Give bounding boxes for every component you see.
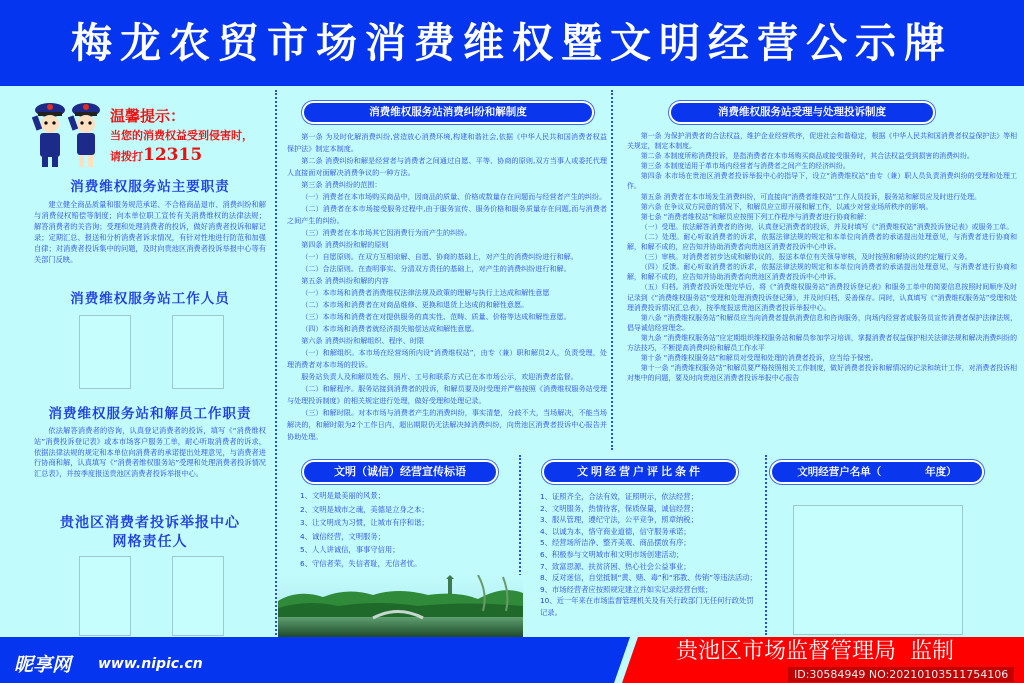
criteria-item: 2、文明服务，热情待客，保质保量，诚信经营；	[540, 503, 698, 513]
roster-heading: 文明经营户名单（ 年度）	[770, 460, 984, 484]
column-divider	[765, 455, 767, 635]
paragraph: （二）合法原则。在查明事实、分清双方责任的基础上，对产生的消费纠纷进行和解。	[301, 264, 571, 273]
paragraph: 第二条 本制度所称消费投诉，是指消费者在本市场购买商品或接受服务时，其合法权益受到损害的消费纠纷。	[640, 152, 974, 161]
paragraph: （一）消费者在本市场购买商品中，因商品的质量、价格或数量存在问题而与经营者产生的纠纷。	[301, 192, 607, 201]
roster-frame	[793, 505, 963, 635]
paragraph: （二）和解程序。服务站接到消费者的投诉，和解员要及时受理并严格按照《消费维权服务站受理与处理投诉制度》的相关规定进行处理，做好受理和处理记录。	[287, 384, 607, 405]
paragraph: （一）本市场和消费者消费维权法律法规及政策的理解与执行上达成和解性意愿	[301, 288, 550, 297]
paragraph: （一）自愿原则。在双方互相谅解、自愿、协商的基础上，对产生的消费纠纷进行和解。	[301, 252, 578, 261]
slogan-item: 6、守信者荣，失信者耻，无信者忧。	[300, 558, 422, 568]
paragraph: 第十条 “消费维权服务站”和解员对受理和处理的消费者投诉，应当给予保密。	[640, 354, 878, 363]
criteria-item: 4、以诚为本，恪守商业道德，信守服务承诺；	[540, 526, 691, 536]
paragraph: 第五条 消费者在本市场发生消费纠纷，可直接向“消费者维权站”工作人员投诉，服务站和解员应及时进行处理。	[640, 192, 981, 201]
paragraph: （三）审核。对消费者初步达成和解协议的，报送本单位有关领导审核，及时按照和解协议的约定履行义务。	[640, 253, 972, 262]
mediation-system-heading: 消费维权服务站消费纠纷和解制度	[302, 101, 594, 124]
duties-text: 建立健全商品质量和服务规范承诺、不合格商品退市、消费纠纷和解与消费侵权赔偿等制度；向本单位职工宣传有关消费维权的法律法规； 解答消费者的关咨询；受理和处理消费者的投诉，做好消费者投诉和解记录；定期汇总、报送和分析消费者诉求情况，有针对性地进行防范和加强自律；对消费者投诉集中的问题，及时向贵池区消费者投诉举报中心等有关部门反映。	[34, 200, 266, 264]
paragraph: 第四条 消费纠纷和解的原则	[301, 240, 389, 249]
paragraph: （五）归档。消费者投诉处理完毕后，将《“消费维权服务站”消费投诉登记表》和服务工单中的简要信息按照时间顺序及时记录到《“消费维权服务站”受理和处理消费投诉登记簿》，并及时归档，妥善保存。同时，认真填写《“消费维权服务站”受理和处理消费投诉情况汇总表》，按季度报送贵池区消费者投诉举报中心。	[627, 283, 1017, 312]
mediator-duties-heading: 消费维权服务站和解员工作职责	[48, 406, 252, 422]
slogan-item: 4、诚信经营，文明服务；	[300, 531, 385, 541]
paragraph: 第六条 在争议双方同意的情况下，和解员应立即开展和解工作，以减少对营业场所秩序的影响。	[640, 202, 933, 211]
paragraph: 第三条 本制度适用于革市场内经营者与消费者之间产生的经济纠纷。	[640, 162, 850, 171]
landscape-image	[278, 575, 523, 637]
paragraph: 第九条 “消费维权服务站”应定期组织维权服务站和解员参加学习培训，掌握消费者权益保护相关法律法规和解决消费纠纷的方法技巧，不断提高消费纠纷和解员工作水平	[627, 333, 1017, 352]
criteria-item: 7、致富思源、扶贫济困、热心社会公益事业；	[540, 561, 691, 571]
criteria-item: 9、市场经营者应按照规定建立并如实记录经营台账；	[540, 584, 713, 594]
issuer-label: 贵池区市场监督管理局 监制	[676, 639, 954, 664]
notice-heading: 温馨提示：	[110, 107, 186, 125]
nipic-url[interactable]: www.nipic.cn	[98, 656, 203, 672]
column-divider	[611, 90, 613, 450]
slogan-item: 1、文明是最美丽的风景；	[300, 491, 385, 500]
slogan-item: 5、人人讲诚信，事事守信用；	[300, 545, 400, 554]
paragraph: 第五条 消费纠纷和解的内容	[301, 276, 389, 285]
criteria-list	[540, 491, 760, 619]
paragraph: 第七条 “消费者维权站”和解员应按照下列工作程序与消费者进行协商和解：	[640, 212, 871, 221]
responsible-photo-frame	[172, 556, 224, 636]
mediator-duties-text: 依法解答消费者的咨询，认真登记消费者的投诉，填写《“消费维权站”消费投诉登记表》或本市场客户服务工单，耐心听取消费者的诉求，依据法律法规的规定和本单位向消费者的承诺提出处理意见，与消费者进行协商和解，认真填写《“消费者维权服务站”受理和处理消费者投诉情况汇总表》，并按季度报送贵池区消费者投诉举报中心。	[34, 426, 266, 479]
notice-box	[110, 105, 253, 165]
watermark-id: ID:30584949 NO:20210103511754106	[788, 667, 1014, 682]
officer-mascots-icon	[32, 98, 106, 170]
paragraph: （二）消费者在本市场接受服务过程中,由于服务宣传、服务价格和服务质量存在问题,而与消费者之间产生的纠纷。	[287, 204, 607, 225]
staff-photo-frame	[172, 315, 224, 389]
criteria-item: 10、近一年来在市场监督管理机关及有关行政部门无任何行政处罚记录。	[540, 596, 754, 617]
slogan-item: 3、让文明成为习惯，让城市有序和谐；	[300, 518, 429, 527]
criteria-item: 3、服从管理，遵纪守法，公平竞争，照章纳税；	[540, 515, 698, 525]
notice-line: 当您的消费权益受到侵害时，	[110, 129, 253, 142]
paragraph: （四）本市场和消费者就经济损失赔偿达成和解性意愿。	[301, 324, 479, 333]
staff-photo-frame	[79, 315, 131, 389]
paragraph: （三）消费者在本市场其它因消费行为而产生的纠纷。	[301, 228, 472, 237]
paragraph: （三）和解时限。对本市场与消费者产生的消费纠纷，事实清楚，分歧不大，当场解决，不能当场解决的，和解时限为2个工作日内，超出期限仍无法解决掉消费纠纷，向贵池区消费者投诉中心报告并协助处理。	[287, 408, 607, 441]
criteria-item: 5、经营场所洁净、整齐美观、商品摆放有序；	[540, 538, 691, 548]
notice-dial-label: 请拨打	[110, 150, 143, 163]
mediation-system-text	[287, 131, 607, 443]
paragraph: （一）受理。依法解答消费者的咨询，认真登记消费者的投诉，并及时填写《“消费维权站”消费投诉登记表》或服务工单。	[640, 222, 1014, 231]
paragraph: 第三条 消费纠纷的范围：	[301, 180, 382, 189]
paragraph: 服务站负责人及和解员姓名、照片、工号和联系方式已在本市场公示，欢迎消费者监督。	[301, 372, 578, 381]
paragraph: 第一条 为保护消费者的合法权益，维护企业经营秩序，促进社会和谐稳定，根据《中华人民共和国消费者权益保护法》等相关规定，制定本制度。	[627, 132, 1017, 151]
paragraph: （一）和解组织。本市场在经营场所内设“消费维权站”，由专（兼）职和解员2人，负责受理，处理消费者对本市场的投诉。	[287, 348, 607, 369]
criteria-item: 1、证照齐全，合法有效，证照明示，依法经营；	[540, 492, 698, 501]
paragraph: 第六条 消费纠纷和解组织、程序、时限	[301, 336, 425, 345]
complaint-system-heading: 消费维权服务站受理与处理投诉制度	[669, 101, 935, 124]
nipic-logo: 昵享网	[14, 654, 72, 676]
slogans-heading: 文明（诚信）经营宣传标语	[302, 460, 498, 484]
hotline-number: 12315	[143, 145, 203, 165]
paragraph: 第八条 “消费维权服务站”和解员应当向消费者提供消费信息和咨询服务，向场内经营者或服务员宣传消费者保护法律法规，倡导诚信经营理念。	[627, 313, 1017, 332]
slogan-item: 2、文明是城市之魂，美德是立身之本；	[300, 504, 429, 514]
slogans-list	[300, 489, 515, 570]
paragraph: 第四条 本市场在贵池区消费者投诉举报中心的指导下，设立“消费维权站”由专（兼）职人员负责消费纠纷的受理和处理工作。	[627, 172, 1017, 191]
criteria-item: 6、积极参与文明城市和文明市场创建活动；	[540, 549, 684, 559]
criteria-item: 8、反对迷信，自觉抵制“黄、赌、毒”和“邪教、传销”等违法活动；	[540, 573, 757, 583]
paragraph: （三）本市场和消费者在对提供服务的真实性、范畴、质量、价格等达成和解性意愿。	[301, 312, 571, 321]
staff-heading: 消费维权服务站工作人员	[70, 291, 230, 307]
criteria-heading: 文明经营户评比条件	[542, 460, 738, 484]
paragraph: 第二条 消费纠纷和解是经营者与消费者之间通过自愿、平等、协商的原则,双方当事人或委托代理人直接面对面解决消费争议的一种方法。	[287, 156, 607, 177]
page-title: 梅龙农贸市场消费维权暨文明经营公示牌	[0, 0, 1024, 86]
complaint-system-text	[627, 131, 1017, 383]
grid-responsible-heading: 网格责任人	[112, 534, 188, 550]
paragraph: （四）反馈。耐心听取消费者的诉求，依据法律法规的规定和本单位向消费者的承诺提出处理意见，与消费者进行协商和解，和解不成的，应告知并协助消费者向贵池区消费者投诉中心申诉。	[627, 263, 1017, 282]
paragraph: 第一条 为及时化解消费纠纷,营造放心消费环境,构建和谐社会,依据《中华人民共和国消费者权益保护法》制定本制度。	[287, 132, 607, 153]
paragraph: （二）本市场和消费者在对商品维修、更换和退货上达成的和解性意愿。	[301, 300, 529, 309]
column-divider	[275, 90, 277, 635]
responsible-photo-frame	[79, 556, 131, 636]
duties-heading: 消费维权服务站主要职责	[70, 179, 230, 195]
paragraph: 第十一条 “消费维权服务站”和解员要严格按照相关工作制度，做好消费者投诉和解情况的记录和统计工作，对消费者投诉相对集中的问题，要及时向贵池区消费者投诉举报中心报告	[627, 364, 1017, 383]
complaint-center-heading: 贵池区消费者投诉举报中心	[60, 515, 240, 531]
paragraph: （二）处理。耐心听取消费者的诉求，依据法律法规的规定和本单位向消费者的承诺提出处理意见，与消费者进行协商和解，和解不成的，应告知并协助消费者向贵池区消费者投诉中心申诉。	[627, 232, 1017, 252]
